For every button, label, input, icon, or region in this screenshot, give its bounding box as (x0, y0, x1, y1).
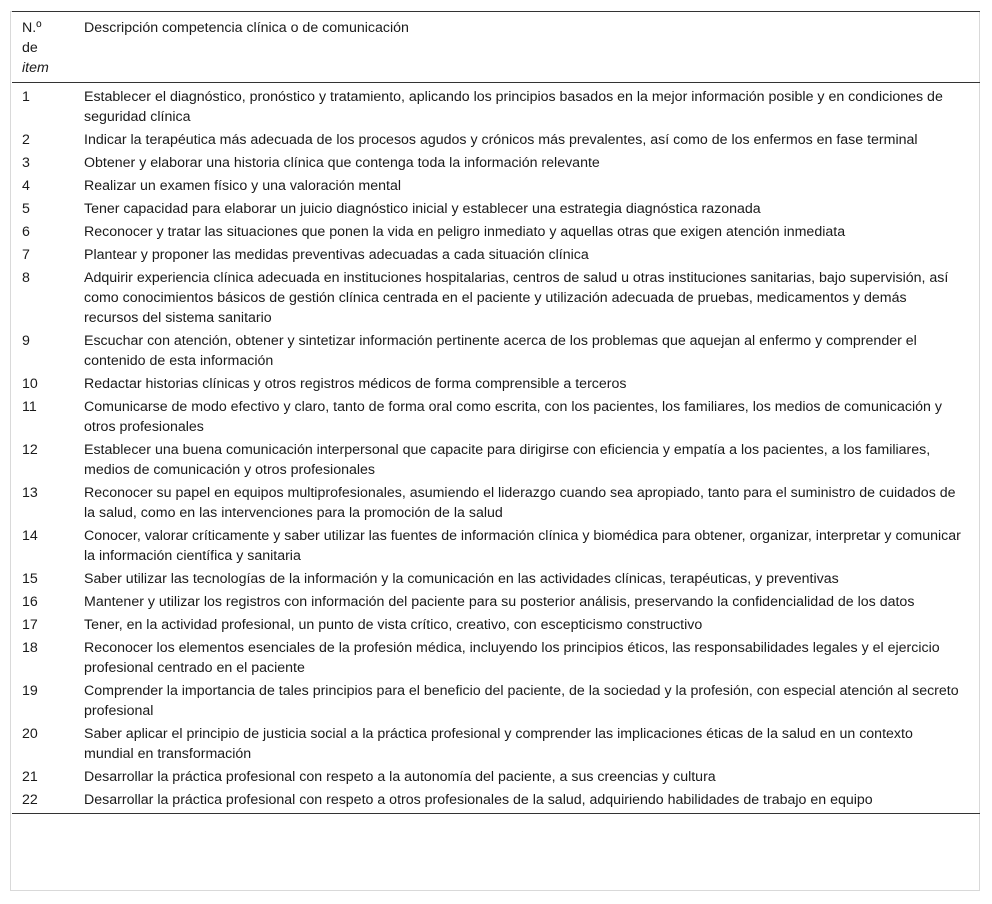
table-row (12, 789, 980, 814)
table-row (12, 439, 980, 482)
header-item-number (12, 12, 84, 83)
item-number: 5 (22, 201, 30, 217)
item-description: Plantear y proponer las medidas preventivas adecuadas a cada situación clínica (84, 247, 589, 263)
item-description: Comunicarse de modo efectivo y claro, tanto de forma oral como escrita, con los pacientes, los familiares, los medios de comunicación y otros profesionales (84, 399, 942, 435)
table-row (12, 175, 980, 198)
table-row (12, 591, 980, 614)
table-row (12, 614, 980, 637)
table-row (12, 152, 980, 175)
item-description: Saber aplicar el principio de justicia social a la práctica profesional y comprender las implicaciones éticas de la salud en un contexto mundial en transformación (84, 726, 913, 762)
item-description: Indicar la terapéutica más adecuada de los procesos agudos y crónicos más prevalentes, así como de los enfermos en fase terminal (84, 132, 918, 148)
item-description: Obtener y elaborar una historia clínica que contenga toda la información relevante (84, 155, 600, 171)
table-row (12, 723, 980, 766)
table-row (12, 83, 980, 130)
item-number: 12 (22, 442, 38, 458)
table-row (12, 244, 980, 267)
item-description: Comprender la importancia de tales principios para el beneficio del paciente, de la sociedad y la profesión, con especial atención al secreto profesional (84, 683, 959, 719)
item-description: Adquirir experiencia clínica adecuada en instituciones hospitalarias, centros de salud u otras instituciones sanitarias, bajo supervisión, así como conocimientos básicos de gestión clínica centrada en el paciente y utilización adecuada de pruebas, medicamentos y demás recursos del sistema sanitario (84, 270, 949, 326)
item-number: 7 (22, 247, 30, 263)
header-num-line-3: item (22, 60, 49, 76)
item-description: Conocer, valorar críticamente y saber utilizar las fuentes de información clínica y biomédica para obtener, organizar, interpretar y comunicar la información científica y sanitaria (84, 528, 961, 564)
item-number: 8 (22, 270, 30, 286)
item-number: 17 (22, 617, 38, 633)
table-row (12, 330, 980, 373)
item-number: 22 (22, 792, 38, 808)
item-number: 6 (22, 224, 30, 240)
table-row (12, 396, 980, 439)
item-number: 9 (22, 333, 30, 349)
item-description: Tener capacidad para elaborar un juicio diagnóstico inicial y establecer una estrategia diagnóstica razonada (84, 201, 761, 217)
item-number: 18 (22, 640, 38, 656)
table-row (12, 198, 980, 221)
item-number: 1 (22, 89, 30, 105)
table-row (12, 568, 980, 591)
header-row (12, 12, 980, 83)
item-description: Realizar un examen físico y una valoración mental (84, 178, 402, 194)
header-num-line-1: N.º (22, 20, 42, 36)
item-number: 10 (22, 376, 38, 392)
item-number: 2 (22, 132, 30, 148)
table-row (12, 680, 980, 723)
competencies-table (12, 11, 980, 814)
item-description: Escuchar con atención, obtener y sintetizar información pertinente acerca de los problemas que aquejan al enfermo y comprender el contenido de esta información (84, 333, 917, 369)
item-number: 4 (22, 178, 30, 194)
table-row (12, 373, 980, 396)
item-number: 21 (22, 769, 38, 785)
table-row (12, 129, 980, 152)
item-description: Establecer el diagnóstico, pronóstico y tratamiento, aplicando los principios basados en la mejor información posible y en condiciones de seguridad clínica (84, 89, 943, 125)
item-number: 13 (22, 485, 38, 501)
item-description: Saber utilizar las tecnologías de la información y la comunicación en las actividades clínicas, terapéuticas, y preventivas (84, 571, 839, 587)
table-row (12, 482, 980, 525)
item-description: Tener, en la actividad profesional, un punto de vista crítico, creativo, con escepticismo constructivo (84, 617, 703, 633)
item-description: Reconocer y tratar las situaciones que ponen la vida en peligro inmediato y aquellas otras que exigen atención inmediata (84, 224, 846, 240)
table-row (12, 637, 980, 680)
item-number: 19 (22, 683, 38, 699)
table-body (12, 83, 980, 814)
header-description: Descripción competencia clínica o de comunicación (84, 20, 409, 36)
item-number: 11 (22, 399, 37, 415)
table-row (12, 525, 980, 568)
table-row (12, 766, 980, 789)
item-description: Redactar historias clínicas y otros registros médicos de forma comprensible a terceros (84, 376, 627, 392)
item-description: Mantener y utilizar los registros con información del paciente para su posterior análisis, preservando la confidencialidad de los datos (84, 594, 915, 610)
item-number: 16 (22, 594, 38, 610)
item-description: Desarrollar la práctica profesional con respeto a la autonomía del paciente, a sus creencias y cultura (84, 769, 716, 785)
item-number: 15 (22, 571, 38, 587)
table-row (12, 221, 980, 244)
table-row (12, 267, 980, 330)
item-description: Reconocer su papel en equipos multiprofesionales, asumiendo el liderazgo cuando sea apropiado, tanto para el suministro de cuidados de la salud, como en las intervenciones para la promoción de la salud (84, 485, 956, 521)
item-description: Desarrollar la práctica profesional con respeto a otros profesionales de la salud, adquiriendo habilidades de trabajo en equipo (84, 792, 873, 808)
header-num-line-2: de (22, 40, 38, 56)
item-number: 20 (22, 726, 38, 742)
item-number: 3 (22, 155, 30, 171)
table-header (12, 12, 980, 83)
item-number: 14 (22, 528, 38, 544)
item-description: Reconocer los elementos esenciales de la profesión médica, incluyendo los principios éticos, las responsabilidades legales y el ejercicio profesional centrado en el paciente (84, 640, 940, 676)
item-description: Establecer una buena comunicación interpersonal que capacite para dirigirse con eficiencia y empatía a los pacientes, a los familiares, medios de comunicación y otros profesionales (84, 442, 931, 478)
